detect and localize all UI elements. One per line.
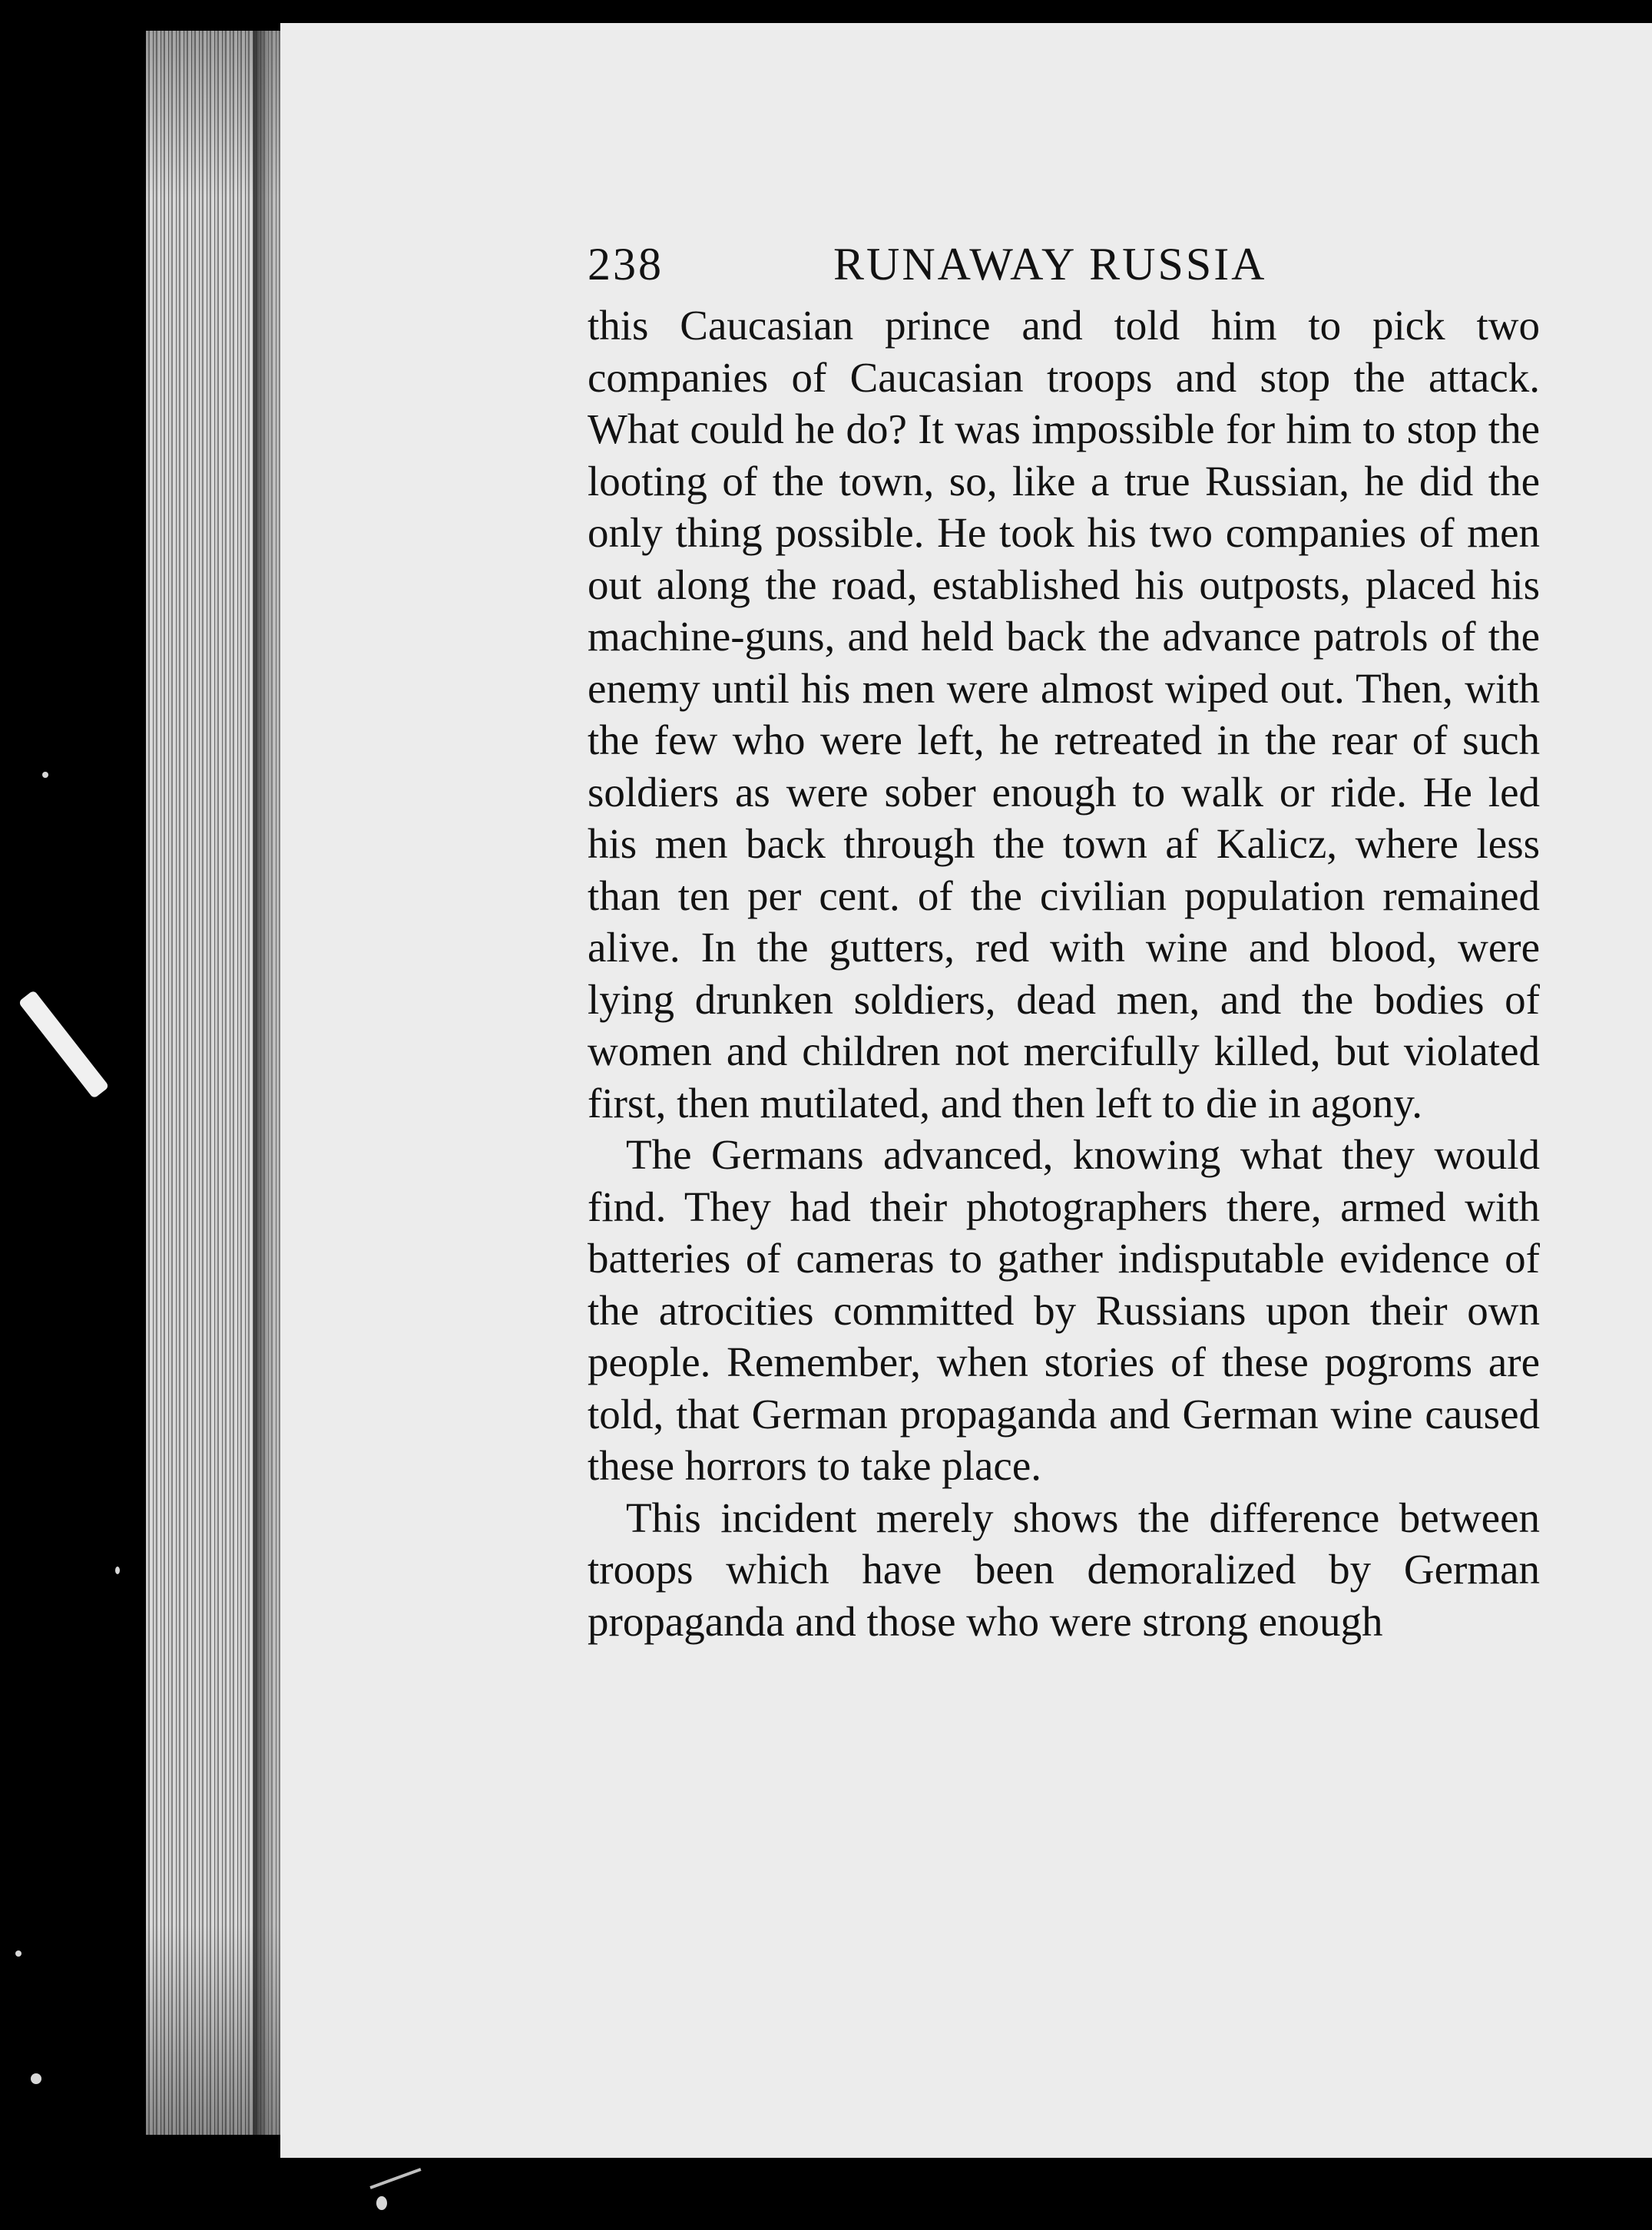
paragraph: this Caucasian prince and told him to pick two companies of Caucasian troops and stop the attack. What could he do? It was impossible for him to stop the looting of the town, so, like a true Russian, he did the only thing possible. He took his two companies of men out along the road, established his outposts, placed his machine-guns, and held back the advance patrols of the enemy until his men were almost wiped out. Then, with the few who were left, he retreated in the rear of such soldiers as were sober enough to walk or ride. He led his men back through the town af Kalicz, where less than ten per cent. of the civilian population remained alive. In the gutters, red with wine and blood, were lying drunken soldiers, dead men, and the bodies of women and children not mercifully killed, but violated first, then mutilated, and then left to die in agony. [588, 302, 1540, 1127]
page-content [588, 223, 1540, 1647]
dust-speck [31, 2073, 41, 2084]
page-sheet [280, 23, 1652, 2158]
paragraph: This incident merely shows the difference between troops which have been demoralized by German propaganda and those who were strong enough [588, 1494, 1540, 1645]
dust-speck [115, 1567, 120, 1574]
scan-mark [369, 2168, 421, 2189]
gutter-shadow [253, 31, 284, 2135]
running-head [588, 223, 1540, 299]
paragraph: The Germans advanced, knowing what they would find. They had their photographers there, armed with batteries of cameras to gather indisputable evidence of the atrocities committed by Russians upon their own people. Remember, when stories of these pogroms are told, that German propaganda and German wine caused these horrors to take place. [588, 1131, 1540, 1489]
running-title: RUNAWAY RUSSIA [833, 239, 1267, 290]
torn-paper-scrap [18, 990, 110, 1099]
dust-speck [376, 2196, 387, 2210]
dust-speck [42, 772, 48, 778]
dust-speck [15, 1950, 22, 1957]
body-text [588, 299, 1540, 1647]
page-number: 238 [588, 239, 664, 290]
